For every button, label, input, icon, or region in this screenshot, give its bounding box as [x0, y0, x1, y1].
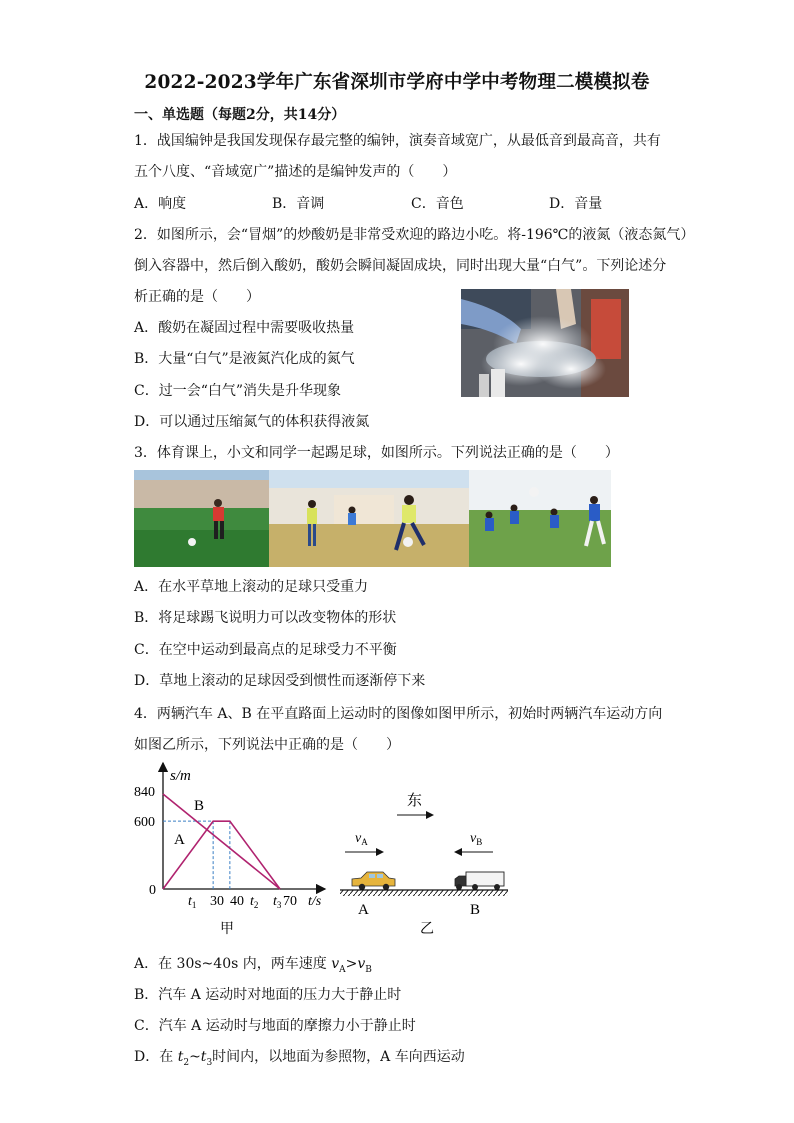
- q3-stem-line1: 3．体育课上，小文和同学一起踢足球，如图所示。下列说法正确的是（ ）: [134, 445, 619, 461]
- page-title: 2022-2023学年广东省深圳市学府中学中考物理二模模拟卷: [144, 72, 650, 93]
- section-heading: 一、单选题（每题2分，共14分）: [134, 107, 346, 123]
- distance-time-graph: [134, 760, 340, 945]
- y-tick-840: 840: [134, 785, 155, 800]
- q4-option-c: C．汽车 A 运动时与地面的摩擦力小于静止时: [134, 1018, 416, 1034]
- football-photos: [134, 470, 611, 567]
- x-tick-40: 40: [230, 894, 244, 909]
- q2-option-d: D．可以通过压缩氮气的体积获得液氮: [134, 414, 370, 430]
- series-a-label: A: [174, 832, 185, 848]
- scene-caption: 乙: [420, 922, 434, 937]
- velocity-a-label: $v_A$: [355, 831, 368, 847]
- q4-option-a: A．在 30s~40s 内，两车速度 $v_A>v_B$: [134, 956, 372, 975]
- x-tick-70: 70: [283, 894, 297, 909]
- tick-t1: $t_1$: [188, 894, 197, 910]
- q4-option-b: B．汽车 A 运动时对地面的压力大于静止时: [134, 987, 402, 1003]
- y-tick-0: 0: [149, 883, 156, 898]
- car-a-icon: [352, 872, 395, 890]
- q2-stem-line2: 倒入容器中，然后倒入酸奶，酸奶会瞬间凝固成块，同时出现大量“白气”。下列论述分: [134, 258, 667, 274]
- q4-stem-line2: 如图乙所示，下列说法中正确的是（ ）: [134, 737, 400, 753]
- road-hatch: [340, 890, 508, 896]
- x-tick-30: 30: [210, 894, 224, 909]
- car-direction-diagram: [335, 780, 520, 940]
- q1-option-b: B．音调: [272, 196, 325, 212]
- car-a-label: A: [358, 902, 369, 918]
- q1-stem-line1: 1．战国编钟是我国发现保存最完整的编钟，演奏音域宽广，从最低音到最高音，共有: [134, 133, 661, 149]
- q4-option-d: D．在 $t_2\sim t_3$时间内，以地面为参照物，A 车向西运动: [134, 1049, 465, 1068]
- q2-stem-line3: 析正确的是（ ）: [134, 289, 260, 305]
- x-axis-label: t/s: [308, 894, 322, 909]
- y-axis-label: s/m: [170, 768, 191, 784]
- q1-option-d: D．音量: [549, 196, 603, 212]
- q3-option-b: B．将足球踢飞说明力可以改变物体的形状: [134, 610, 397, 626]
- velocity-b-label: $v_B$: [470, 831, 483, 847]
- truck-b-icon: [455, 872, 504, 890]
- q2-option-b: B．大量“白气”是液氮汽化成的氮气: [134, 351, 355, 367]
- y-tick-600: 600: [134, 815, 155, 830]
- q2-stem-line1: 2．如图所示，会“冒烟”的炒酸奶是非常受欢迎的路边小吃。将-196℃的液氮（液态氮气）: [134, 227, 695, 243]
- tick-t2: $t_2$: [250, 894, 259, 910]
- q4-stem-line1: 4．两辆汽车 A、B 在平直路面上运动时的图像如图甲所示，初始时两辆汽车运动方向: [134, 706, 663, 722]
- graph-caption: 甲: [220, 922, 234, 937]
- q1-option-c: C．音色: [411, 196, 464, 212]
- east-label: 东: [407, 793, 423, 809]
- q3-option-c: C．在空中运动到最高点的足球受力不平衡: [134, 642, 397, 658]
- series-b-label: B: [194, 798, 205, 814]
- tick-t3: $t_3$: [273, 894, 282, 910]
- liquid-nitrogen-photo: [461, 289, 629, 397]
- q1-option-a: A．响度: [134, 196, 187, 212]
- q1-stem-line2: 五个八度、“音域宽广”描述的是编钟发声的（ ）: [134, 164, 457, 180]
- q3-option-a: A．在水平草地上滚动的足球只受重力: [134, 579, 369, 595]
- q2-option-c: C．过一会“白气”消失是升华现象: [134, 383, 342, 399]
- q3-option-d: D．草地上滚动的足球因受到惯性而逐渐停下来: [134, 673, 426, 689]
- car-b-label: B: [470, 902, 481, 918]
- q2-option-a: A．酸奶在凝固过程中需要吸收热量: [134, 320, 355, 336]
